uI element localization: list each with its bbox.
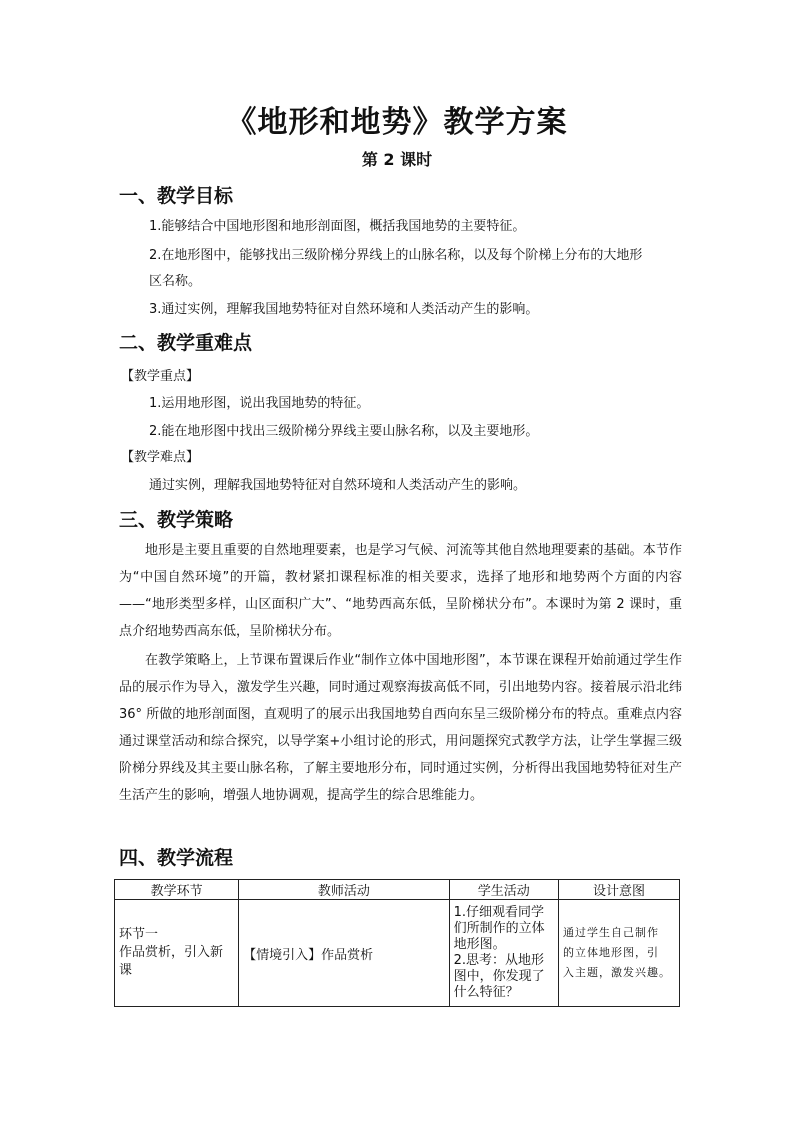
student-line: 什么特征？ bbox=[453, 985, 519, 1000]
difficulty-label: 【教学难点】 bbox=[121, 450, 200, 465]
student-line: 1.仔细观看同学 bbox=[453, 905, 544, 920]
focus-label: 【教学重点】 bbox=[121, 369, 200, 384]
student-line: 图中，你发现了 bbox=[453, 969, 545, 984]
intent-line: 入主题，激发兴趣。 bbox=[562, 966, 671, 979]
stage-cell bbox=[115, 900, 239, 1007]
goal-item: 区名称。 bbox=[149, 274, 202, 289]
table-row bbox=[115, 900, 680, 1007]
section-heading-goals: 一、教学目标 bbox=[119, 185, 234, 207]
goal-item: 2.在地形图中，能够找出三级阶梯分界线上的山脉名称，以及每个阶梯上分布的大地形 bbox=[149, 248, 643, 263]
stage-line: 作品赏析，引入新课 bbox=[119, 945, 224, 978]
document-title: 《地形和地势》教学方案 bbox=[226, 105, 568, 140]
table-header-row bbox=[115, 880, 680, 900]
difficulty-item: 通过实例，理解我国地势特征对自然环境和人类活动产生的影响。 bbox=[149, 478, 527, 493]
intent-line: 通过学生自己制作 bbox=[562, 926, 659, 939]
column-header: 设计意图 bbox=[558, 880, 679, 900]
strategy-paragraph: 在教学策略上，上节课布置课后作业“制作立体中国地形图”，本节课在课程开始前通过学生作品的展示作为导入，激发学生兴趣，同时通过观察海拔高低不同，引出地势内容。接着展示沿北纬 36° 所做的地形剖面图，直观明了的展示出我国地势自西向东呈三级阶梯分布的特点。重难点内容通过课堂活动和综合探究，以导学案+小组讨论的形式，用问题探究式教学方法，让学生掌握三级阶梯分界线及其主要山脉名称，了解主要地形分布，同时通过实例，分析得出我国地势特征对生产生活产生的影响，增强人地协调观，提高学生的综合思维能力。 bbox=[119, 653, 682, 803]
focus-item: 1.运用地形图，说出我国地势的特征。 bbox=[149, 396, 370, 411]
goal-item: 1.能够结合中国地形图和地形剖面图，概括我国地势的主要特征。 bbox=[149, 219, 526, 234]
student-line: 地形图。 bbox=[453, 937, 506, 952]
teacher-activity-cell: 【情境引入】作品赏析 bbox=[239, 900, 449, 1007]
column-header: 学生活动 bbox=[449, 880, 558, 900]
column-header: 教学环节 bbox=[115, 880, 239, 900]
intent-line: 的立体地形图，引 bbox=[562, 946, 659, 959]
student-line: 们所制作的立体 bbox=[453, 921, 545, 936]
design-intent-cell bbox=[558, 900, 679, 1007]
focus-item: 2.能在地形图中找出三级阶梯分界线主要山脉名称，以及主要地形。 bbox=[149, 424, 539, 439]
strategy-paragraph: 地形是主要且重要的自然地理要素，也是学习气候、河流等其他自然地理要素的基础。本节作为“中国自然环境”的开篇，教材紧扣课程标准的相关要求，选择了地形和地势两个方面的内容——“地形类型多样，山区面积广大”、“地势西高东低，呈阶梯状分布”。本课时为第 2 课时，重点介绍地势西高东低，呈阶梯状分布。 bbox=[119, 543, 682, 639]
section-heading-strategy: 三、教学策略 bbox=[119, 509, 234, 531]
goal-item: 3.通过实例，理解我国地势特征对自然环境和人类活动产生的影响。 bbox=[149, 302, 539, 317]
teaching-flow-table bbox=[114, 879, 680, 1007]
student-activity-cell bbox=[449, 900, 558, 1007]
section-heading-key-points: 二、教学重难点 bbox=[119, 332, 253, 354]
student-line: 2.思考：从地形 bbox=[453, 953, 544, 968]
stage-line: 环节一 bbox=[119, 927, 159, 942]
document-subtitle: 第 2 课时 bbox=[361, 150, 433, 169]
column-header: 教师活动 bbox=[239, 880, 449, 900]
section-heading-flow: 四、教学流程 bbox=[119, 847, 234, 869]
